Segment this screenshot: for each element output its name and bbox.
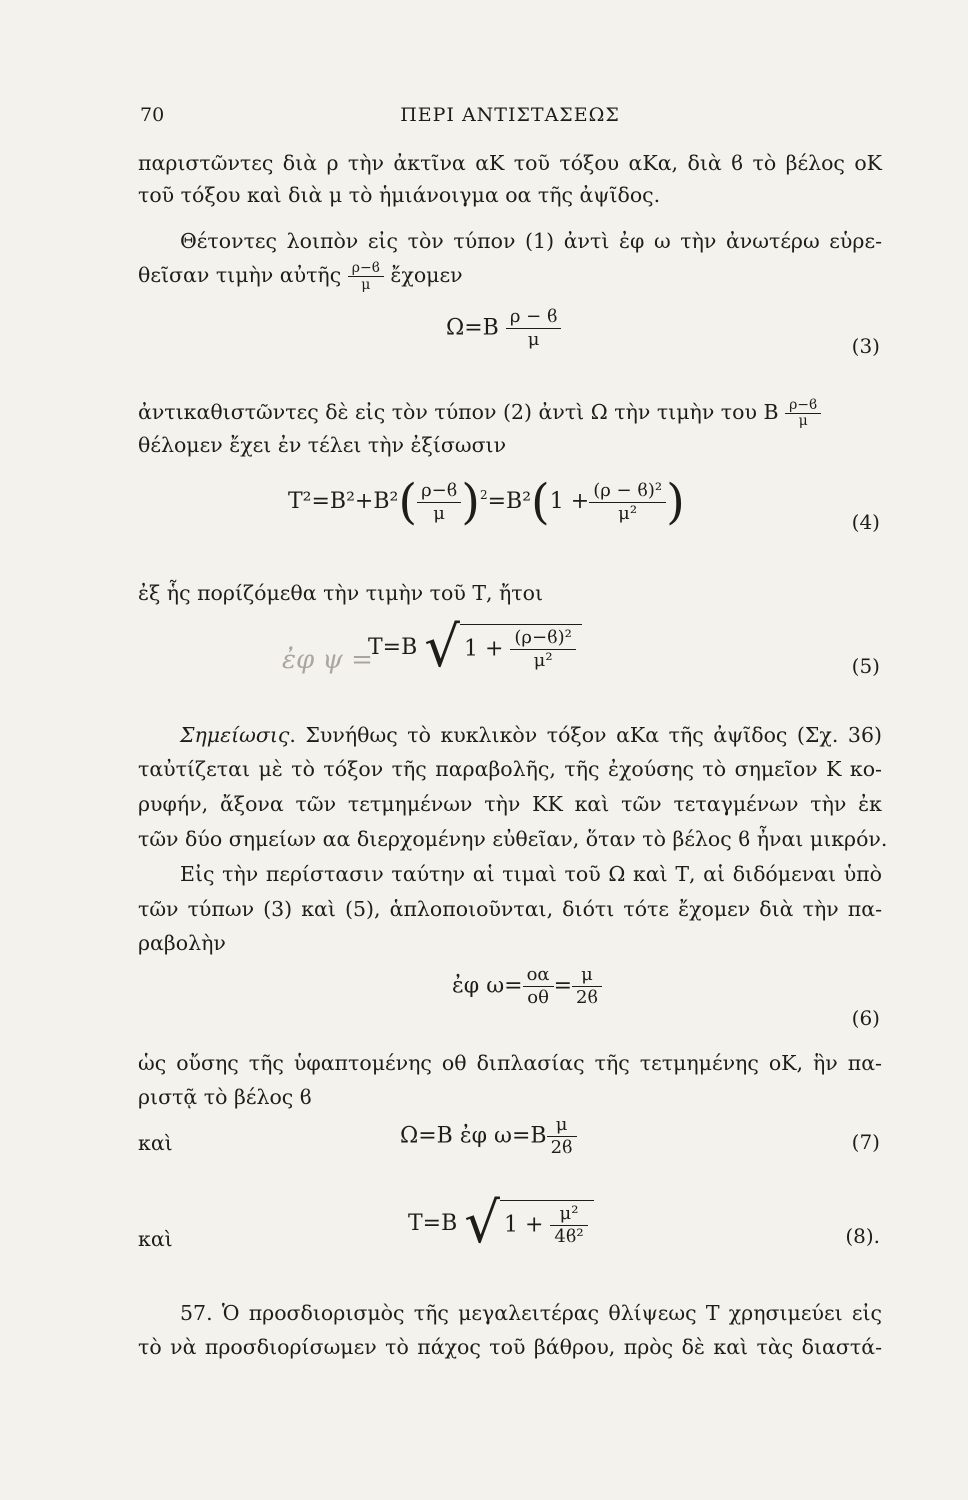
fraction-numerator: ρ − ϐ xyxy=(506,306,562,329)
fraction xyxy=(589,480,666,525)
fraction xyxy=(506,306,562,351)
text-line: καὶ xyxy=(138,1131,173,1155)
text-line: ριστᾷ τὸ βέλος ϐ xyxy=(138,1085,312,1109)
fraction-denominator: μ xyxy=(527,329,540,350)
paren-open: ( xyxy=(398,474,418,530)
fraction xyxy=(547,1114,577,1159)
fraction-numerator: μ² xyxy=(550,1203,587,1226)
text-line xyxy=(138,260,882,293)
equation-number: (8). xyxy=(845,1224,880,1248)
equation-3 xyxy=(446,306,561,351)
equation-number: (4) xyxy=(851,510,880,534)
fraction-denominator: 4ϐ² xyxy=(554,1226,584,1247)
text-line xyxy=(138,397,882,429)
fraction xyxy=(510,627,575,672)
text-line: ἐξ ἧς πορίζόμεθα τὴν τιμὴν τοῦ Τ, ἤτοι xyxy=(138,581,544,605)
radicand xyxy=(460,624,582,672)
text-line: τῶν δύο σημείων αα διερχομένην εὐθεῖαν, ὅταν τὸ βέλος ϐ ἦναι μικρόν. xyxy=(138,827,888,851)
fraction-denominator: οθ xyxy=(527,987,549,1008)
text-fragment: ἀντικαθιστῶντες δὲ εἰς τὸν τύπον (2) ἀντὶ Ω τὴν τιμὴν του Β xyxy=(138,400,779,424)
fraction-denominator: μ² xyxy=(533,650,553,671)
fraction-denominator: 2ϐ xyxy=(576,987,598,1008)
inline-fraction xyxy=(785,398,821,429)
text-line: ὡς οὔσης τῆς ὑφαπτομένης οθ διπλασίας τῆς τετμημένης οΚ, ἣν πα- xyxy=(138,1051,882,1075)
exponent: 2 xyxy=(479,488,488,502)
square-root xyxy=(424,615,582,680)
equation-lhs: Ω=Β xyxy=(446,315,499,341)
fraction xyxy=(550,1203,587,1248)
inline-fraction xyxy=(348,260,384,293)
fraction xyxy=(417,480,461,525)
fraction-denominator: μ xyxy=(433,502,445,524)
text-line: Θέτοντες λοιπὸν εἰς τὸν τύπον (1) ἀντὶ ἐφ ω τὴν ἀνωτέρω εὑρε- xyxy=(180,229,882,253)
fraction-denominator: μ xyxy=(798,413,808,429)
square-root xyxy=(464,1191,593,1256)
page-number: 70 xyxy=(140,104,165,126)
paren-open: ( xyxy=(531,474,550,530)
page-header xyxy=(140,104,880,134)
fraction xyxy=(572,964,602,1009)
fraction-numerator: μ xyxy=(572,964,602,987)
fraction-denominator: 2ϐ xyxy=(550,1137,573,1158)
equation-number: (5) xyxy=(851,654,880,678)
note-heading: Σημείωσις xyxy=(180,723,290,747)
fraction-numerator: οα xyxy=(523,964,554,987)
fraction xyxy=(523,964,554,1009)
equation-4 xyxy=(288,474,685,530)
text-line xyxy=(138,720,882,750)
fraction-denominator: μ xyxy=(361,277,371,293)
text-line: τὸ νὰ προσδιορίσωμεν τὸ πάχος τοῦ βάθρου, πρὸς δὲ καὶ τὰς διαστά- xyxy=(138,1335,882,1359)
equation-term: 1 + xyxy=(549,489,590,514)
equation-middle: =Β² xyxy=(487,489,532,514)
equation-number: (7) xyxy=(851,1130,880,1154)
text-line: 57. Ὁ προσδιορισμὸς τῆς μεγαλειτέρας θλίψεως Τ χρησιμεύει εἰς xyxy=(180,1301,882,1325)
equals-sign: = xyxy=(553,973,573,999)
fraction-numerator: ρ−ϐ xyxy=(785,398,821,414)
text-line: καὶ xyxy=(138,1227,173,1251)
text-line: Εἰς τὴν περίστασιν ταύτην αἱ τιμαὶ τοῦ Ω καὶ Τ, αἱ διδόμεναι ὑπὸ xyxy=(180,862,882,886)
text-line: παριστῶντες διὰ ρ τὴν ἀκτῖνα αΚ τοῦ τόξου αΚα, διὰ ϐ τὸ βέλος οΚ xyxy=(138,151,882,175)
equation-number: (3) xyxy=(851,334,880,358)
text-line: τῶν τύπων (3) καὶ (5), ἁπλοποιοῦνται, διότι τότε ἔχομεν διὰ τὴν πα- xyxy=(138,897,882,921)
handwritten-note: ἐφ ψ = xyxy=(282,645,373,675)
equation-7 xyxy=(400,1114,577,1159)
fraction-numerator: ρ−ϐ xyxy=(348,260,384,277)
fraction-numerator: (ρ − ϐ)² xyxy=(589,480,666,503)
fraction-numerator: ρ−ϐ xyxy=(417,480,461,503)
equation-term: 1 + xyxy=(503,1212,544,1238)
text-line: ραβολὴν xyxy=(138,931,226,955)
equation-lhs: Τ²=Β²+Β² xyxy=(288,489,399,514)
radical-sign: √ xyxy=(464,1191,500,1256)
equation-lhs: Τ=Β xyxy=(408,1211,458,1236)
paren-close: ) xyxy=(666,474,685,530)
equation-lhs: Ω=Β ἐφ ω=Β xyxy=(400,1123,547,1149)
text-line: ρυφήν, ἄξονα τῶν τετμημένων τὴν ΚΚ καὶ τῶν τεταγμένων τὴν ἐκ xyxy=(138,792,882,816)
text-line: ταὐτίζεται μὲ τὸ τόξον τῆς παραβολῆς, τῆς ἐχούσης τὸ σημεῖον Κ κο- xyxy=(138,757,882,781)
radical-sign: √ xyxy=(424,615,460,680)
equation-5 xyxy=(368,615,582,680)
text-fragment: . Συνήθως τὸ κυκλικὸν τόξον αΚα τῆς ἀψῖδος (Σχ. 36) xyxy=(289,723,882,747)
fraction-numerator: (ρ−ϐ)² xyxy=(510,627,575,650)
text-fragment: θεῖσαν τιμὴν αὐτῆς xyxy=(138,263,342,287)
running-head: ΠΕΡΙ ΑΝΤΙΣΤΑΣΕΩΣ xyxy=(400,104,620,126)
equation-6 xyxy=(452,964,602,1009)
text-fragment: ἔχομεν xyxy=(390,263,463,287)
equation-number: (6) xyxy=(851,1006,880,1030)
equation-term: 1 + xyxy=(463,636,504,662)
text-line: θέλομεν ἔχει ἐν τέλει τὴν ἐξίσωσιν xyxy=(138,433,507,457)
equation-8 xyxy=(408,1191,594,1256)
paren-close: ) xyxy=(461,474,480,530)
radicand xyxy=(500,1200,594,1248)
fraction-numerator: μ xyxy=(547,1114,577,1137)
equation-lhs: Τ=Β xyxy=(368,635,418,660)
text-line: τοῦ τόξου καὶ διὰ μ τὸ ἡμιάνοιγμα οα τῆς ἀψῖδος. xyxy=(138,183,661,207)
equation-lhs: ἐφ ω= xyxy=(452,973,523,999)
fraction-denominator: μ² xyxy=(618,502,638,524)
